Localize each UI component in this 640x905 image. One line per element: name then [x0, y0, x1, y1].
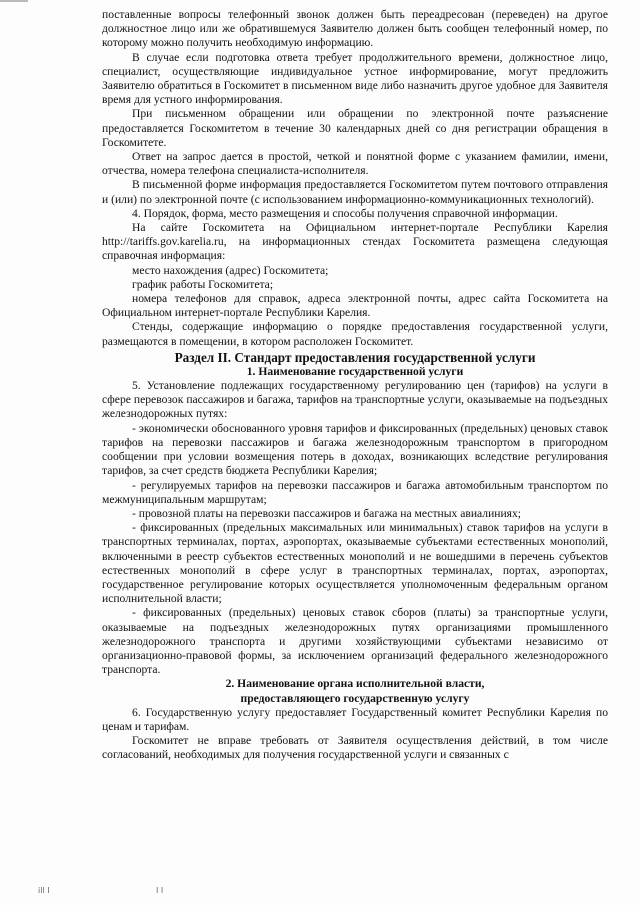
- subsection-title-line2: предоставляющего государственную услугу: [240, 691, 470, 705]
- list-item: место нахождения (адрес) Госкомитета;: [132, 263, 329, 277]
- paragraph-item-5: 5. Установление подлежащих государственному регулированию цен (тарифов) на услуги в сфере перевозок пассажиров и багажа, тарифов на транспортные услуги, оказываемые на подъездных железнодорожных путях:: [102, 379, 608, 421]
- scan-artifact-right: I I: [156, 886, 164, 895]
- section-title: Раздел II. Стандарт предоставления государственной услуги: [174, 349, 536, 365]
- scan-edge-mark: [0, 0, 28, 2]
- list-item: - регулируемых тарифов на перевозки пассажиров и багажа автомобильным транспортом по межмуниципальным маршрутам;: [102, 478, 608, 506]
- list-item: график работы Госкомитета;: [132, 277, 274, 291]
- paragraph: При письменном обращении или обращении по электронной почте разъяснение предоставляется Госкомитетом в течение 30 календарных дней со дня регистрации обращения в Госкомитете.: [102, 107, 608, 149]
- paragraph: Ответ на запрос дается в простой, четкой и понятной форме с указанием фамилии, имени, отчества, номера телефона специалиста-исполнителя.: [102, 150, 608, 178]
- paragraph-continuation: поставленные вопросы телефонный звонок должен быть переадресован (переведен) на другое должностное лицо или же обратившемуся Заявителю должен быть сообщен телефонный номер, по которому можно получить необходимую информацию.: [102, 8, 608, 50]
- document-text: [102, 8, 608, 763]
- paragraph: Госкомитет не вправе требовать от Заявителя осуществления действий, в том числе согласований, необходимых для получения государственной услуги и связанных с: [102, 734, 608, 762]
- list-item: - фиксированных (предельных) ценовых ставок сборов (платы) за транспортные услуги, оказываемые на подъездных железнодорожных путях организациями промышленного железнодорожного транспорта и другими хозяйствующими субъектами независимо от организационно-правовой формы, за исключением организаций федерального железнодорожного транспорта.: [102, 606, 608, 677]
- paragraph: На сайте Госкомитета на Официальном интернет-портале Республики Карелия http://tariffs.gov.karelia.ru, на информационных стендах Госкомитета размещена следующая справочная информация:: [102, 221, 608, 263]
- list-item: - фиксированных (предельных максимальных или минимальных) ставок тарифов на услуги в транспортных терминалах, портах, аэропортах, оказываемые субъектами естественных монополий, включенными в реестр субъектов естественных монополий и не вошедшими в перечень субъектов естественных монополий в сфере услуг в транспортных терминалах, портах, аэропортах, государственное регулирование которых осуществляется уполномоченным федеральным органом исполнительной власти;: [102, 521, 608, 606]
- subsection-title-line1: 2. Наименование органа исполнительной власти,: [225, 677, 485, 691]
- paragraph: В письменной форме информация предоставляется Госкомитетом путем почтового отправления и (или) по электронной почте (с использованием информационно-коммуникационных технологий).: [102, 178, 608, 206]
- paragraph: В случае если подготовка ответа требует продолжительного времени, должностное лицо, специалист, осуществляющие индивидуальное устное информирование, могут предложить Заявителю обратиться в Госкомитет в письменном виде либо назначить другое удобное для Заявителя время для устного информирования.: [102, 50, 608, 107]
- scan-artifact-left: ill I: [38, 886, 50, 895]
- list-item: - провозной платы на перевозки пассажиров и багажа на местных авиалиниях;: [132, 506, 522, 520]
- subsection-title: 1. Наименование государственной услуги: [246, 364, 464, 378]
- paragraph: номера телефонов для справок, адреса электронной почты, адрес сайта Госкомитета на Официальном интернет-портале Республики Карелия.: [102, 292, 608, 320]
- paragraph-item-6: 6. Государственную услугу предоставляет Государственный комитет Республики Карелия по ценам и тарифам.: [102, 705, 608, 733]
- paragraph-item-4: 4. Порядок, форма, место размещения и способы получения справочной информации.: [132, 206, 558, 220]
- list-item: - экономически обоснованного уровня тарифов и фиксированных (предельных) ценовых ставок тарифов на перевозки пассажиров и багажа железнодорожным транспортом в пригородном сообщении при условии возмещения потерь в доходах, возникающих вследствие регулирования тарифов, за счет средств бюджета Республики Карелия;: [102, 421, 608, 478]
- paragraph: Стенды, содержащие информацию о порядке предоставления государственной услуги, размещаются в помещении, в котором расположен Госкомитет.: [102, 320, 608, 348]
